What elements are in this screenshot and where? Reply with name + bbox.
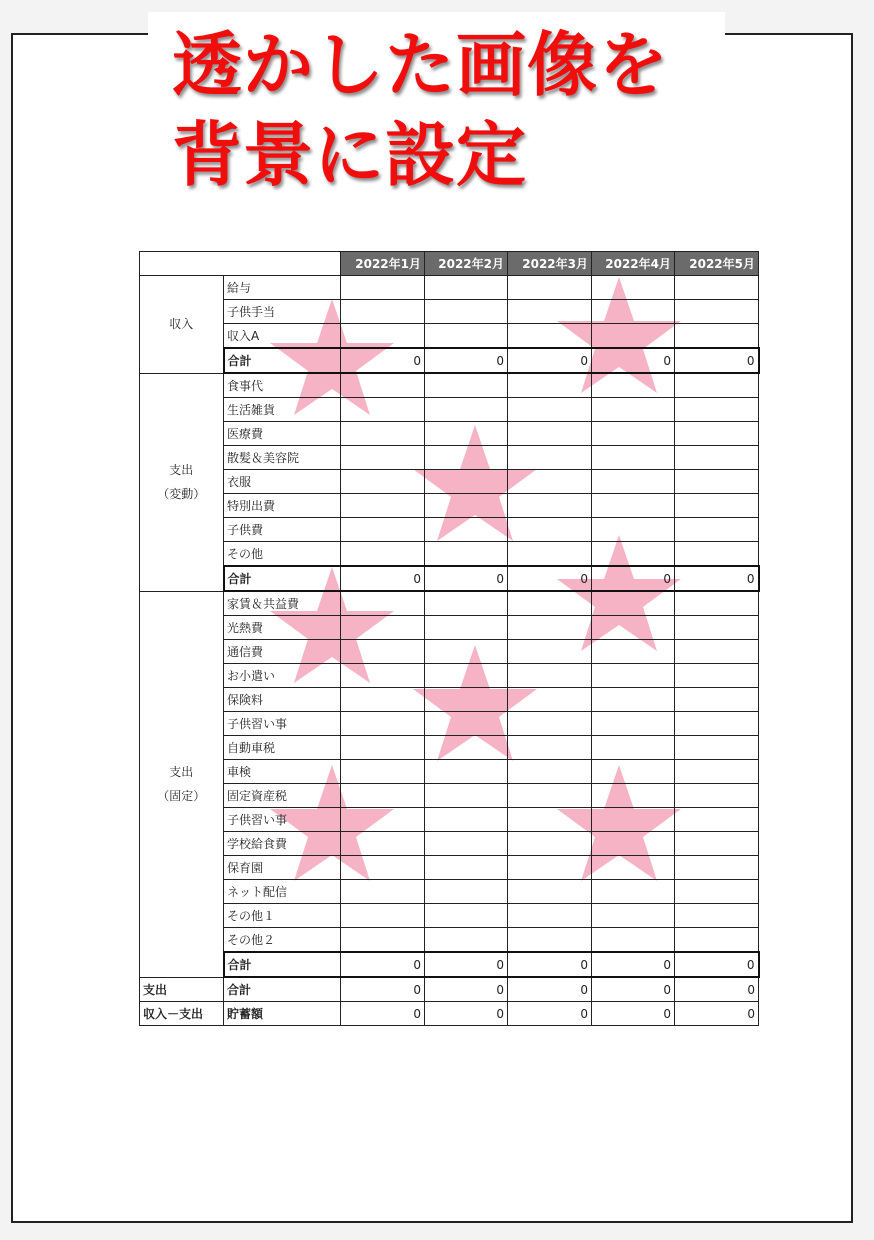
total-label: 合計 [224, 348, 341, 373]
value-cell[interactable] [675, 736, 759, 760]
item-label: 光熱費 [224, 616, 341, 640]
item-label: 生活雑貨 [224, 398, 341, 422]
summary-value: 0 [425, 977, 508, 1002]
summary-value: 0 [425, 1002, 508, 1026]
value-cell[interactable] [341, 712, 425, 736]
value-cell[interactable] [592, 518, 675, 542]
value-cell[interactable] [508, 880, 592, 904]
value-cell[interactable] [425, 300, 508, 324]
value-cell[interactable] [341, 928, 425, 953]
value-cell[interactable] [592, 856, 675, 880]
page-title [172, 20, 669, 200]
value-cell[interactable] [592, 446, 675, 470]
value-cell[interactable] [592, 808, 675, 832]
table-row [140, 664, 759, 688]
value-cell[interactable] [425, 664, 508, 688]
value-cell[interactable] [592, 422, 675, 446]
total-value: 0 [425, 952, 508, 977]
value-cell[interactable] [425, 688, 508, 712]
budget-table [139, 251, 760, 1026]
section-total-row [140, 566, 759, 591]
item-label: 特別出費 [224, 494, 341, 518]
table-row [140, 518, 759, 542]
value-cell[interactable] [341, 518, 425, 542]
category-label: 収入 [140, 276, 224, 374]
section-total-row [140, 348, 759, 373]
table-row [140, 880, 759, 904]
total-value: 0 [341, 566, 425, 591]
total-label: 合計 [224, 952, 341, 977]
value-cell[interactable] [341, 591, 425, 616]
value-cell[interactable] [508, 784, 592, 808]
table-row [140, 494, 759, 518]
title-line-1: 透かした画像を [172, 24, 669, 106]
summary-row [140, 977, 759, 1002]
value-cell[interactable] [675, 300, 759, 324]
value-cell[interactable] [425, 808, 508, 832]
total-value: 0 [675, 566, 759, 591]
value-cell[interactable] [425, 276, 508, 300]
table-row [140, 446, 759, 470]
value-cell[interactable] [341, 784, 425, 808]
total-value: 0 [425, 348, 508, 373]
value-cell[interactable] [341, 300, 425, 324]
value-cell[interactable] [425, 880, 508, 904]
total-value: 0 [592, 348, 675, 373]
value-cell[interactable] [425, 616, 508, 640]
value-cell[interactable] [508, 398, 592, 422]
value-cell[interactable] [508, 712, 592, 736]
value-cell[interactable] [675, 422, 759, 446]
value-cell[interactable] [592, 832, 675, 856]
value-cell[interactable] [341, 276, 425, 300]
item-label: その他 [224, 542, 341, 567]
value-cell[interactable] [425, 398, 508, 422]
total-value: 0 [508, 566, 592, 591]
value-cell[interactable] [341, 616, 425, 640]
value-cell[interactable] [592, 398, 675, 422]
total-value: 0 [508, 348, 592, 373]
value-cell[interactable] [341, 856, 425, 880]
summary-value: 0 [508, 1002, 592, 1026]
value-cell[interactable] [508, 832, 592, 856]
summary-value: 0 [341, 1002, 425, 1026]
value-cell[interactable] [508, 422, 592, 446]
value-cell[interactable] [675, 760, 759, 784]
value-cell[interactable] [508, 904, 592, 928]
value-cell[interactable] [508, 736, 592, 760]
value-cell[interactable] [425, 470, 508, 494]
value-cell[interactable] [675, 808, 759, 832]
value-cell[interactable] [592, 736, 675, 760]
value-cell[interactable] [341, 688, 425, 712]
item-label: 収入A [224, 324, 341, 349]
value-cell[interactable] [508, 446, 592, 470]
summary-value: 0 [592, 1002, 675, 1026]
value-cell[interactable] [425, 712, 508, 736]
table-row [140, 688, 759, 712]
table-row [140, 712, 759, 736]
value-cell[interactable] [341, 640, 425, 664]
value-cell[interactable] [592, 880, 675, 904]
value-cell[interactable] [341, 664, 425, 688]
value-cell[interactable] [341, 542, 425, 567]
item-label: 食事代 [224, 373, 341, 398]
item-label: 学校給食費 [224, 832, 341, 856]
title-line-2: 背景に設定 [172, 114, 527, 196]
summary-row [140, 1002, 759, 1026]
value-cell[interactable] [341, 808, 425, 832]
item-label: 散髪＆美容院 [224, 446, 341, 470]
table-row [140, 398, 759, 422]
value-cell[interactable] [675, 398, 759, 422]
value-cell[interactable] [592, 664, 675, 688]
value-cell[interactable] [425, 640, 508, 664]
item-label: 車検 [224, 760, 341, 784]
value-cell[interactable] [592, 904, 675, 928]
table-row [140, 904, 759, 928]
value-cell[interactable] [425, 446, 508, 470]
value-cell[interactable] [341, 373, 425, 398]
section-total-row [140, 952, 759, 977]
table-row [140, 300, 759, 324]
value-cell[interactable] [425, 856, 508, 880]
total-value: 0 [675, 952, 759, 977]
item-label: 子供費 [224, 518, 341, 542]
item-label: ネット配信 [224, 880, 341, 904]
item-label: 衣服 [224, 470, 341, 494]
summary-value: 0 [592, 977, 675, 1002]
value-cell[interactable] [508, 664, 592, 688]
value-cell[interactable] [425, 904, 508, 928]
value-cell[interactable] [592, 928, 675, 953]
value-cell[interactable] [675, 470, 759, 494]
item-label: 子供習い事 [224, 808, 341, 832]
value-cell[interactable] [508, 856, 592, 880]
table-row [140, 276, 759, 300]
value-cell[interactable] [341, 904, 425, 928]
value-cell[interactable] [508, 300, 592, 324]
value-cell[interactable] [675, 784, 759, 808]
item-label: 家賃＆共益費 [224, 591, 341, 616]
value-cell[interactable] [425, 373, 508, 398]
value-cell[interactable] [508, 928, 592, 953]
value-cell[interactable] [675, 664, 759, 688]
value-cell[interactable] [425, 928, 508, 953]
summary-value: 0 [341, 977, 425, 1002]
value-cell[interactable] [508, 616, 592, 640]
value-cell[interactable] [592, 760, 675, 784]
table-row [140, 591, 759, 616]
value-cell[interactable] [592, 470, 675, 494]
category-label: 支出 （固定） [140, 591, 224, 977]
total-value: 0 [592, 952, 675, 977]
table-row [140, 856, 759, 880]
value-cell[interactable] [675, 542, 759, 567]
total-value: 0 [425, 566, 508, 591]
value-cell[interactable] [341, 832, 425, 856]
table-row [140, 760, 759, 784]
table-row [140, 470, 759, 494]
summary-sub-label: 合計 [224, 977, 341, 1002]
value-cell[interactable] [425, 736, 508, 760]
total-value: 0 [675, 348, 759, 373]
summary-value: 0 [508, 977, 592, 1002]
value-cell[interactable] [675, 324, 759, 349]
total-value: 0 [508, 952, 592, 977]
value-cell[interactable] [508, 591, 592, 616]
month-header: 2022年2月 [425, 252, 508, 276]
table-row [140, 808, 759, 832]
item-label: 給与 [224, 276, 341, 300]
value-cell[interactable] [592, 494, 675, 518]
table-row [140, 324, 759, 349]
month-header: 2022年5月 [675, 252, 759, 276]
value-cell[interactable] [675, 928, 759, 953]
month-header: 2022年3月 [508, 252, 592, 276]
value-cell[interactable] [341, 398, 425, 422]
table-row [140, 640, 759, 664]
item-label: 自動車税 [224, 736, 341, 760]
value-cell[interactable] [341, 736, 425, 760]
value-cell[interactable] [675, 880, 759, 904]
item-label: その他１ [224, 904, 341, 928]
value-cell[interactable] [341, 494, 425, 518]
value-cell[interactable] [592, 276, 675, 300]
summary-sub-label: 貯蓄額 [224, 1002, 341, 1026]
value-cell[interactable] [341, 446, 425, 470]
table-row [140, 542, 759, 567]
value-cell[interactable] [508, 518, 592, 542]
summary-label: 収入－支出 [140, 1002, 224, 1026]
value-cell[interactable] [508, 494, 592, 518]
table-row [140, 784, 759, 808]
item-label: 医療費 [224, 422, 341, 446]
value-cell[interactable] [592, 616, 675, 640]
value-cell[interactable] [425, 591, 508, 616]
table-row [140, 736, 759, 760]
value-cell[interactable] [675, 276, 759, 300]
value-cell[interactable] [675, 640, 759, 664]
month-header: 2022年1月 [341, 252, 425, 276]
value-cell[interactable] [675, 832, 759, 856]
value-cell[interactable] [592, 373, 675, 398]
header-blank-cell [140, 252, 341, 276]
total-value: 0 [341, 348, 425, 373]
value-cell[interactable] [425, 784, 508, 808]
value-cell[interactable] [508, 688, 592, 712]
value-cell[interactable] [592, 591, 675, 616]
value-cell[interactable] [675, 856, 759, 880]
value-cell[interactable] [425, 542, 508, 567]
value-cell[interactable] [508, 373, 592, 398]
value-cell[interactable] [508, 276, 592, 300]
value-cell[interactable] [675, 591, 759, 616]
month-header: 2022年4月 [592, 252, 675, 276]
value-cell[interactable] [341, 324, 425, 349]
table-row [140, 373, 759, 398]
summary-value: 0 [675, 977, 759, 1002]
value-cell[interactable] [508, 640, 592, 664]
table-row [140, 928, 759, 953]
value-cell[interactable] [425, 518, 508, 542]
spreadsheet-area [139, 251, 758, 1026]
item-label: 子供習い事 [224, 712, 341, 736]
item-label: 固定資産税 [224, 784, 341, 808]
value-cell[interactable] [425, 422, 508, 446]
value-cell[interactable] [675, 373, 759, 398]
value-cell[interactable] [592, 712, 675, 736]
value-cell[interactable] [675, 904, 759, 928]
value-cell[interactable] [592, 324, 675, 349]
total-value: 0 [341, 952, 425, 977]
value-cell[interactable] [675, 518, 759, 542]
total-label: 合計 [224, 566, 341, 591]
value-cell[interactable] [508, 324, 592, 349]
value-cell[interactable] [425, 494, 508, 518]
item-label: 保育園 [224, 856, 341, 880]
table-row [140, 422, 759, 446]
table-row [140, 616, 759, 640]
item-label: 保険料 [224, 688, 341, 712]
value-cell[interactable] [592, 542, 675, 567]
summary-value: 0 [675, 1002, 759, 1026]
value-cell[interactable] [592, 300, 675, 324]
value-cell[interactable] [341, 422, 425, 446]
value-cell[interactable] [592, 640, 675, 664]
value-cell[interactable] [341, 470, 425, 494]
item-label: 通信費 [224, 640, 341, 664]
value-cell[interactable] [675, 446, 759, 470]
value-cell[interactable] [592, 688, 675, 712]
value-cell[interactable] [341, 880, 425, 904]
value-cell[interactable] [425, 760, 508, 784]
value-cell[interactable] [592, 784, 675, 808]
item-label: その他２ [224, 928, 341, 953]
value-cell[interactable] [508, 760, 592, 784]
value-cell[interactable] [675, 616, 759, 640]
table-row [140, 832, 759, 856]
header-row [140, 252, 759, 276]
value-cell[interactable] [425, 324, 508, 349]
value-cell[interactable] [341, 760, 425, 784]
value-cell[interactable] [675, 688, 759, 712]
value-cell[interactable] [508, 808, 592, 832]
value-cell[interactable] [675, 712, 759, 736]
summary-label: 支出 [140, 977, 224, 1002]
value-cell[interactable] [425, 832, 508, 856]
category-label: 支出 （変動） [140, 373, 224, 591]
value-cell[interactable] [508, 542, 592, 567]
item-label: 子供手当 [224, 300, 341, 324]
value-cell[interactable] [508, 470, 592, 494]
value-cell[interactable] [675, 494, 759, 518]
total-value: 0 [592, 566, 675, 591]
item-label: お小遣い [224, 664, 341, 688]
